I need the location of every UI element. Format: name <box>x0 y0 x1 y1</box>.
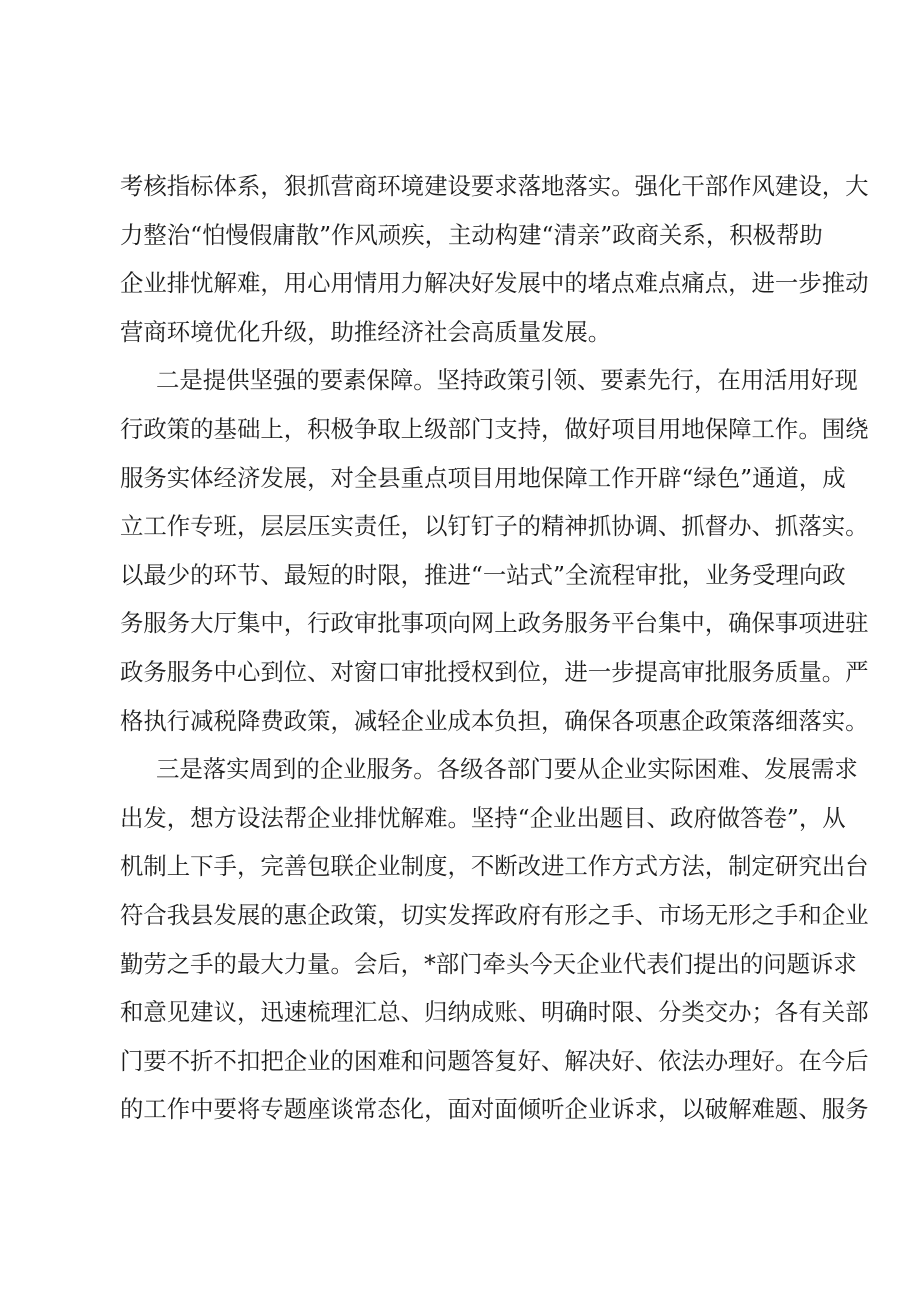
text-line: 格执行减税降费政策，减轻企业成本负担，确保各项惠企政策落细落实。 <box>120 706 869 735</box>
text-line: 政务服务中心到位、对窗口审批授权到位，进一步提高审批服务质量。严 <box>120 657 869 686</box>
text-line: 机制上下手，完善包联企业制度，不断改进工作方式方法，制定研究出台 <box>120 852 869 881</box>
text-line: 行政策的基础上，积极争取上级部门支持，做好项目用地保障工作。围绕 <box>120 414 869 443</box>
text-line: 力整治“怕慢假庸散”作风顽疾，主动构建“清亲”政商关系，积极帮助 <box>120 220 823 249</box>
text-line: 勤劳之手的最大力量。会后，*部门牵头今天企业代表们提出的问题诉求 <box>120 949 857 978</box>
text-line: 立工作专班，层层压实责任，以钉钉子的精神抓协调、抓督办、抓落实。 <box>120 512 869 541</box>
text-line: 服务实体经济发展，对全县重点项目用地保障工作开辟“绿色”通道，成 <box>120 463 846 492</box>
paragraph-continued <box>120 162 869 356</box>
text-line: 考核指标体系，狠抓营商环境建设要求落地落实。强化干部作风建设，大 <box>120 172 869 200</box>
text-line: 以最少的环节、最短的时限，推进“一站式”全流程审批，业务受理向政 <box>120 560 846 589</box>
paragraph-enterprise-service <box>120 745 869 1134</box>
document-body <box>120 162 869 1134</box>
text-line: 务服务大厅集中，行政审批事项向网上政务服务平台集中，确保事项进驻 <box>120 609 869 638</box>
paragraph-factor-guarantee <box>120 356 869 745</box>
text-line: 出发，想方设法帮企业排忧解难。坚持“企业出题目、政府做答卷”，从 <box>120 803 846 832</box>
text-line: 三是落实周到的企业服务。各级各部门要从企业实际困难、发展需求 <box>156 755 858 784</box>
text-line: 门要不折不扣把企业的困难和问题答复好、解决好、依法办理好。在今后 <box>120 1046 869 1075</box>
text-line: 二是提供坚强的要素保障。坚持政策引领、要素先行，在用活用好现 <box>156 366 858 395</box>
text-line: 和意见建议，迅速梳理汇总、归纳成账、明确时限、分类交办；各有关部 <box>120 998 869 1027</box>
text-line: 符合我县发展的惠企政策，切实发挥政府有形之手、市场无形之手和企业 <box>120 900 869 929</box>
text-line: 营商环境优化升级，助推经济社会高质量发展。 <box>120 317 612 346</box>
text-line: 企业排忧解难，用心用情用力解决好发展中的堵点难点痛点，进一步推动 <box>120 269 869 298</box>
text-line: 的工作中要将专题座谈常态化，面对面倾听企业诉求，以破解难题、服务 <box>120 1095 869 1124</box>
